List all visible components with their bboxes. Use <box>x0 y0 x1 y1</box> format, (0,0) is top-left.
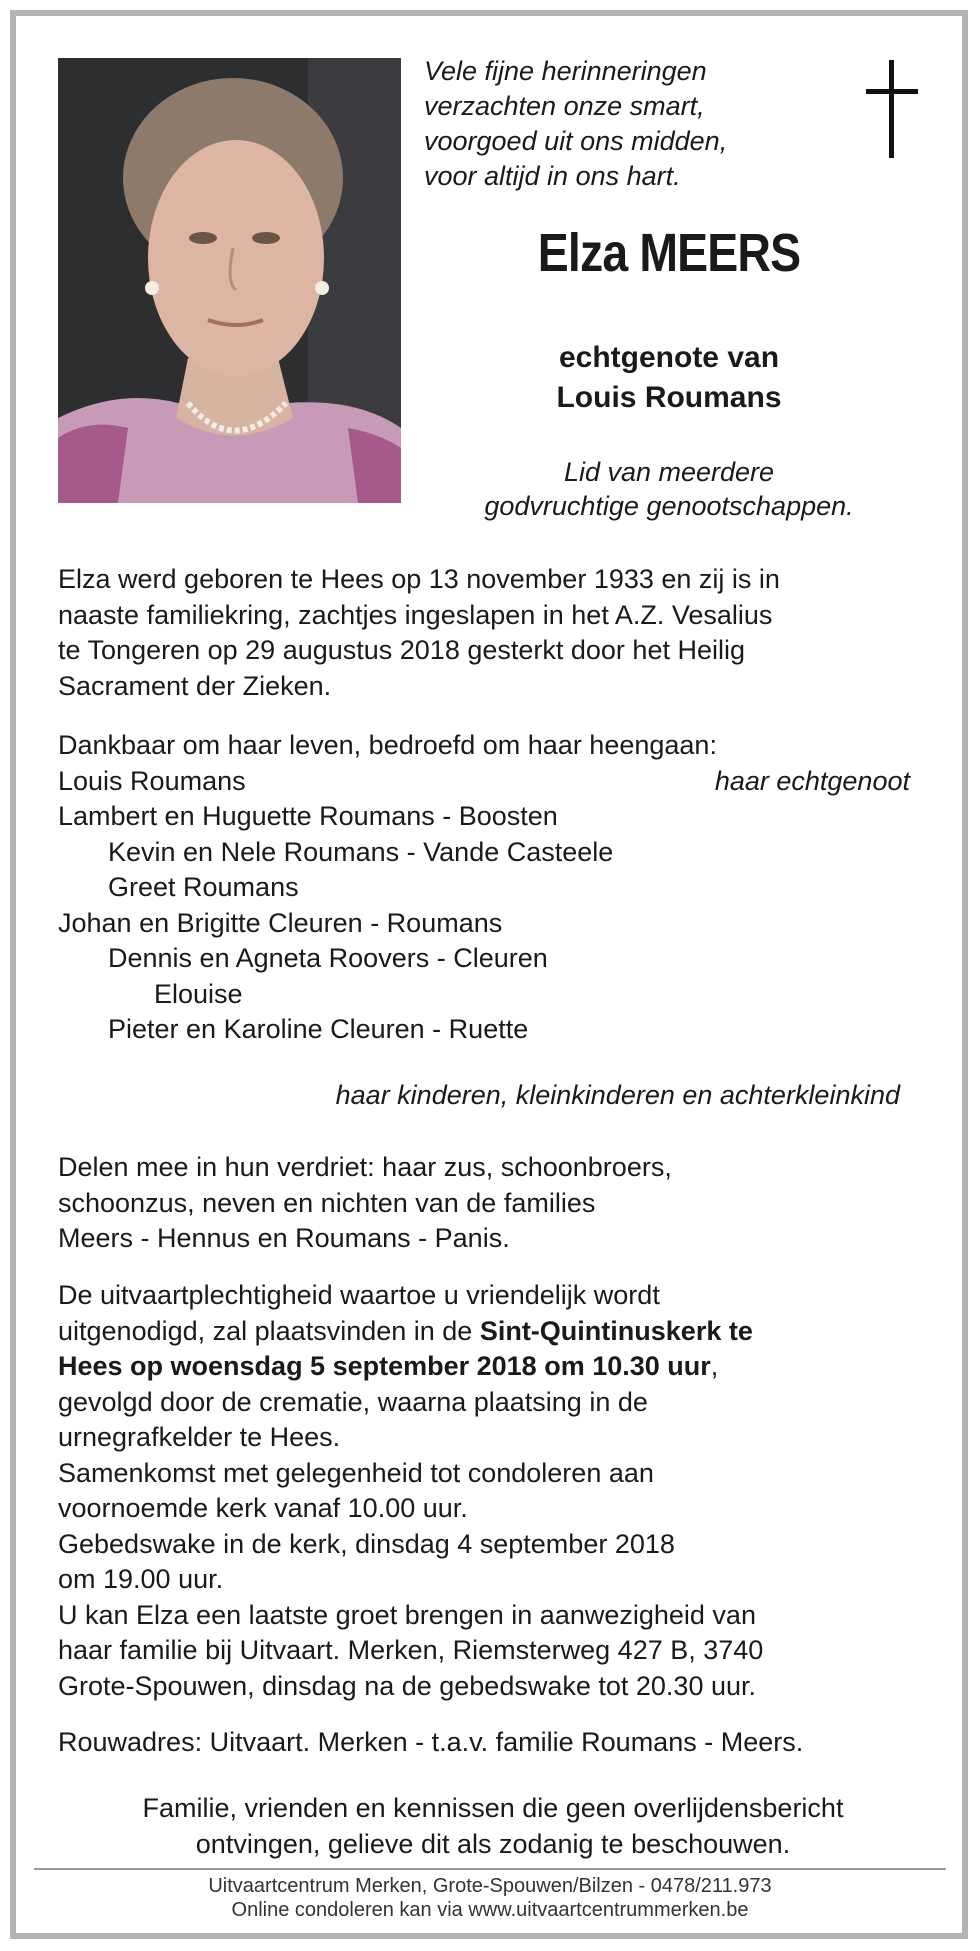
deceased-name: Elza MEERS <box>537 223 801 283</box>
paragraph-line: Grote-Spouwen, dinsdag na de gebedswake tot 20.30 uur. <box>58 1670 756 1701</box>
paragraph-line: gevolgd door de crematie, waarna plaatsing in de <box>58 1386 648 1417</box>
membership-line: godvruchtige genootschappen. <box>484 491 854 521</box>
address-line: Rouwadres: Uitvaart. Merken - t.a.v. familie Roumans - Meers. <box>58 1727 804 1757</box>
poem-line: voorgoed uit ons midden, <box>424 126 728 156</box>
footer <box>34 1874 946 1922</box>
paragraph-line: Meers - Hennus en Roumans - Panis. <box>58 1223 510 1253</box>
paragraph-line: om 19.00 uur. <box>58 1564 224 1594</box>
notice-text <box>58 1790 928 1862</box>
family-member: Lambert en Huguette Roumans - Boosten <box>58 801 558 831</box>
paragraph-line <box>58 1314 928 1350</box>
spouse-info <box>440 338 898 418</box>
family-member: Pieter en Karoline Cleuren - Ruette <box>108 1014 529 1044</box>
footer-divider <box>34 1868 946 1870</box>
paragraph-line: urnegrafkelder te Hees. <box>58 1422 341 1452</box>
memorial-poem <box>424 54 824 194</box>
poem-line: verzachten onze smart, <box>424 91 705 121</box>
family-role: haar echtgenoot <box>714 765 910 796</box>
family-member: Louis Roumans <box>58 765 246 796</box>
paragraph-line: Samenkomst met gelegenheid tot condoleren aan <box>58 1457 654 1488</box>
paragraph-line: Sacrament der Zieken. <box>58 670 332 701</box>
family-member: Greet Roumans <box>108 872 299 902</box>
birth-paragraph <box>58 562 928 704</box>
family-intro: Dankbaar om haar leven, bedroefd om haar heengaan: <box>58 730 717 760</box>
paragraph-line: schoonzus, neven en nichten van de families <box>58 1187 596 1218</box>
family-row-husband <box>58 764 928 800</box>
funeral-datetime: Hees op woensdag 5 september 2018 om 10.30 uur <box>58 1351 711 1381</box>
share-paragraph <box>58 1150 928 1257</box>
line-text: uitgenodigd, zal plaatsvinden in de <box>58 1315 480 1346</box>
funeral-paragraph <box>58 1278 928 1704</box>
cross-icon <box>862 60 922 160</box>
spouse-line: echtgenote van <box>558 341 780 374</box>
paragraph-line: Gebedswake in de kerk, dinsdag 4 september 2018 <box>58 1528 675 1559</box>
notice-line: Familie, vrienden en kennissen die geen overlijdensbericht <box>142 1793 844 1823</box>
paragraph-line: U kan Elza een laatste groet brengen in aanwezigheid van <box>58 1599 756 1630</box>
poem-line: Vele fijne herinneringen <box>424 56 707 86</box>
spouse-line: Louis Roumans <box>556 381 782 414</box>
family-member: Elouise <box>154 978 243 1009</box>
paragraph-line: voornoemde kerk vanaf 10.00 uur. <box>58 1493 468 1523</box>
church-name: Sint-Quintinuskerk te <box>479 1315 753 1346</box>
paragraph-line: De uitvaartplechtigheid waartoe u vriendelijk wordt <box>58 1280 660 1310</box>
notice-line: ontvingen, gelieve dit als zodanig te beschouwen. <box>195 1829 791 1859</box>
line-text: , <box>710 1351 719 1381</box>
footer-line: Online condoleren kan via www.uitvaartcentrummerken.be <box>231 1899 749 1921</box>
portrait-photo <box>58 58 401 503</box>
paragraph-line: Delen mee in hun verdriet: haar zus, schoonbroers, <box>58 1152 672 1182</box>
poem-line: voor altijd in ons hart. <box>424 161 681 191</box>
paragraph-line: Elza werd geboren te Hees op 13 november 1933 en zij is in <box>58 564 780 594</box>
paragraph-line: haar familie bij Uitvaart. Merken, Riemsterweg 427 B, 3740 <box>58 1635 764 1665</box>
family-member: Kevin en Nele Roumans - Vande Casteele <box>108 836 614 867</box>
membership-info <box>420 455 918 523</box>
family-closing: haar kinderen, kleinkinderen en achterkleinkind <box>335 1080 900 1110</box>
paragraph-line: te Tongeren op 29 augustus 2018 gesterkt door het Heilig <box>58 635 745 665</box>
family-member: Dennis en Agneta Roovers - Cleuren <box>108 943 548 973</box>
family-list <box>58 728 928 1048</box>
footer-line: Uitvaartcentrum Merken, Grote-Spouwen/Bilzen - 0478/211.973 <box>208 1875 772 1897</box>
paragraph-line: naaste familiekring, zachtjes ingeslapen in het A.Z. Vesalius <box>58 599 773 630</box>
family-member: Johan en Brigitte Cleuren - Roumans <box>58 907 503 938</box>
paragraph-line <box>58 1349 928 1385</box>
membership-line: Lid van meerdere <box>563 457 775 487</box>
mourning-address <box>58 1725 928 1761</box>
